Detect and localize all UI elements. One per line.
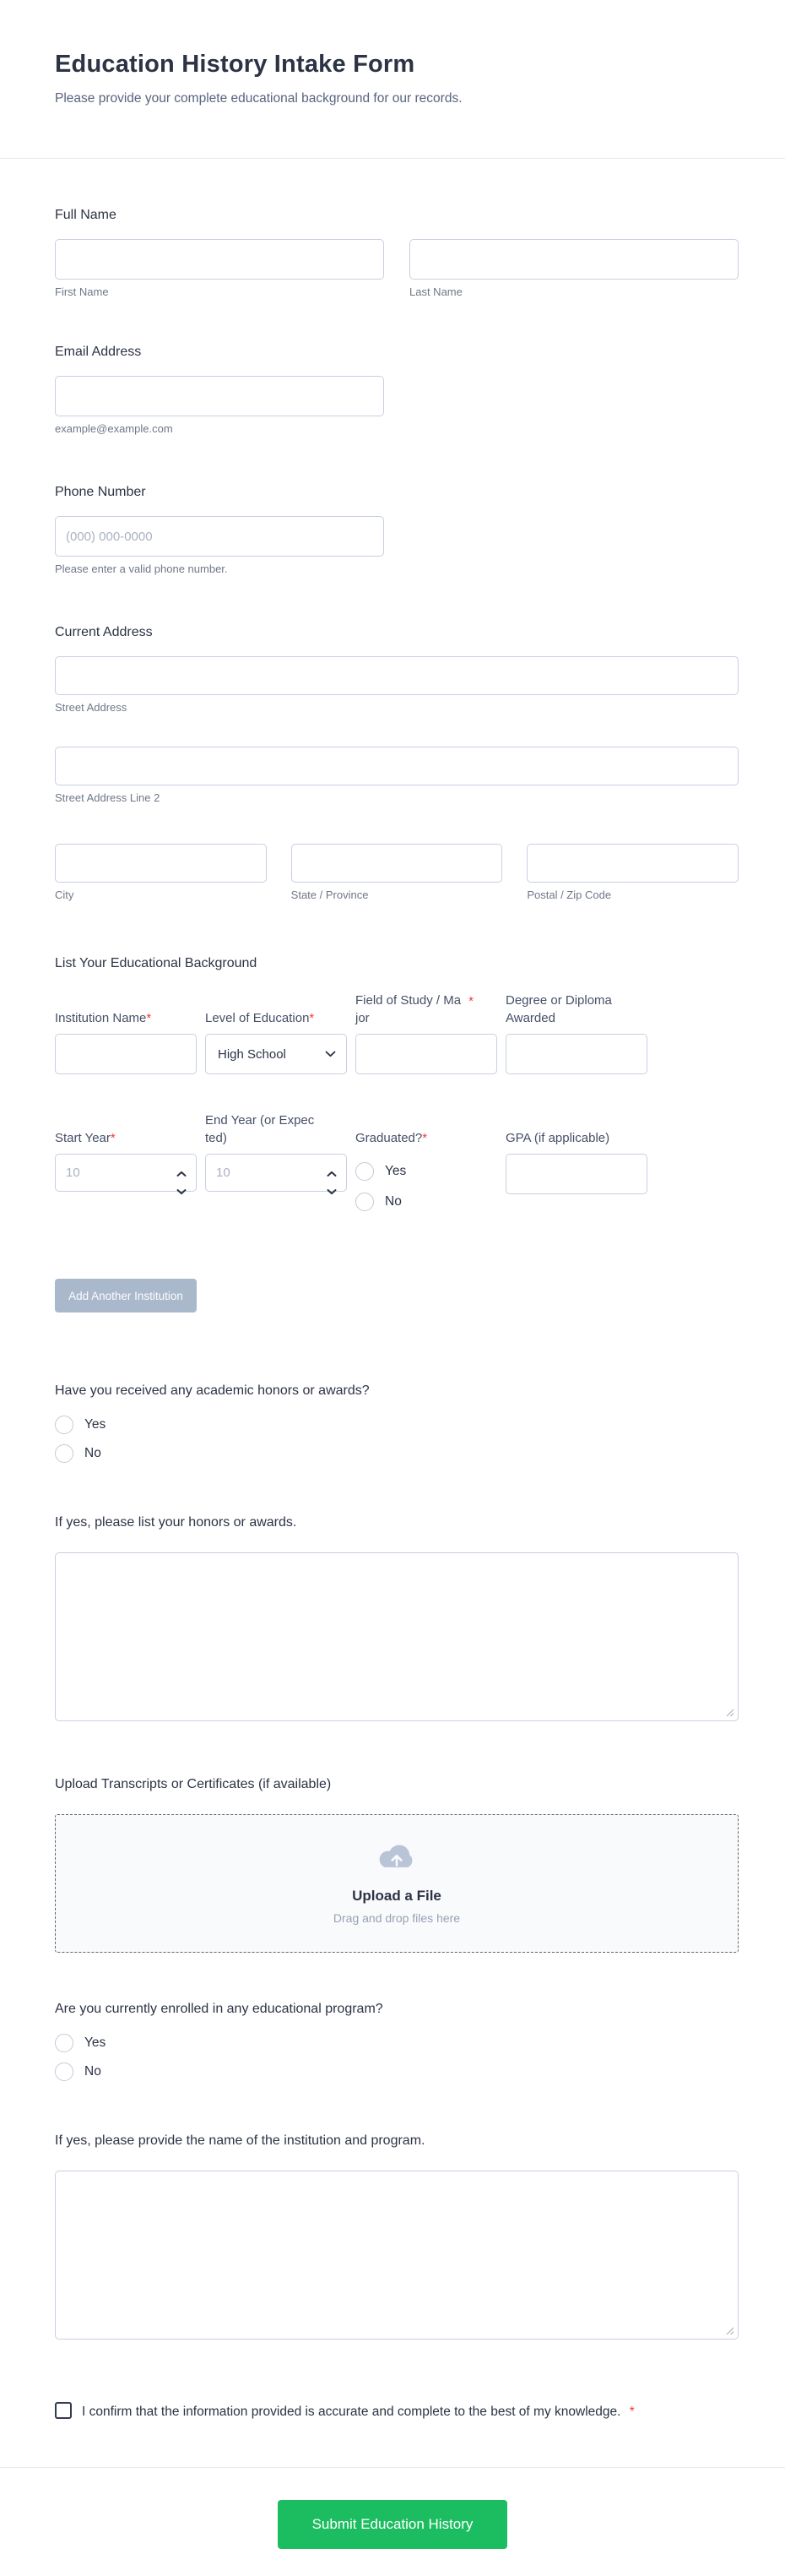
spinner-up-icon[interactable]	[327, 1166, 337, 1182]
education-heading: List Your Educational Background	[55, 956, 257, 970]
institution-name-input[interactable]	[55, 1034, 197, 1074]
last-name-sublabel: Last Name	[409, 285, 463, 298]
field-full-name	[55, 206, 739, 299]
radio-circle-icon	[355, 1162, 374, 1181]
header-divider	[0, 158, 785, 159]
phone-input[interactable]	[55, 516, 384, 557]
field-of-study-input[interactable]	[355, 1034, 497, 1074]
institution-name-header: Institution Name*	[55, 1011, 152, 1025]
resize-handle-icon[interactable]	[726, 1709, 734, 1717]
phone-label: Phone Number	[55, 485, 146, 499]
required-asterisk: *	[629, 2405, 635, 2419]
level-of-education-select[interactable]: High School	[205, 1034, 347, 1074]
address-label: Current Address	[55, 625, 153, 639]
email-input[interactable]	[55, 376, 384, 416]
form-body	[0, 206, 785, 2423]
honors-detail-label: If yes, please list your honors or awards.	[55, 1515, 297, 1530]
honors-detail-section	[55, 1514, 739, 1721]
upload-hint: Drag and drop files here	[333, 1911, 461, 1925]
enrollment-section	[55, 2000, 739, 2081]
graduated-radio-group	[355, 1154, 497, 1211]
street-address-sublabel: Street Address	[55, 701, 127, 714]
chevron-down-icon	[325, 1046, 336, 1062]
degree-input[interactable]	[506, 1034, 647, 1074]
upload-cloud-icon	[376, 1842, 418, 1878]
first-name-input[interactable]	[55, 239, 384, 280]
street-address-2-input[interactable]	[55, 747, 739, 785]
radio-circle-icon	[355, 1193, 374, 1211]
education-background-section	[55, 954, 739, 1312]
radio-circle-icon	[55, 2034, 73, 2052]
upload-section	[55, 1775, 739, 1953]
state-sublabel: State / Province	[290, 889, 369, 901]
city-sublabel: City	[55, 889, 74, 901]
resize-handle-icon[interactable]	[726, 2327, 734, 2335]
field-address	[55, 623, 739, 902]
phone-sublabel: Please enter a valid phone number.	[55, 562, 228, 575]
postal-input[interactable]	[527, 844, 739, 883]
field-email	[55, 343, 739, 436]
gpa-input[interactable]	[506, 1154, 647, 1194]
honors-yes-radio[interactable]: Yes	[55, 1416, 739, 1434]
honors-no-radio[interactable]: No	[55, 1444, 739, 1463]
education-input-row-2	[55, 1154, 647, 1211]
required-asterisk: *	[422, 1131, 428, 1145]
footer-divider	[0, 2467, 785, 2468]
street-address-2-sublabel: Street Address Line 2	[55, 791, 160, 804]
page-subtitle: Please provide your complete educational background for our records.	[55, 91, 463, 106]
start-year-input[interactable]	[55, 1154, 197, 1192]
radio-circle-icon	[55, 1416, 73, 1434]
gpa-header: GPA (if applicable)	[506, 1131, 610, 1145]
enrollment-detail-textarea[interactable]	[55, 2171, 739, 2340]
city-input[interactable]	[55, 844, 267, 883]
confirmation-text: I confirm that the information provided is accurate and complete to the best of my knowledge.	[82, 2405, 621, 2419]
email-sublabel: example@example.com	[55, 422, 173, 435]
form-header	[0, 0, 785, 107]
graduated-yes-radio[interactable]: Yes	[355, 1162, 497, 1181]
spinner-down-icon[interactable]	[176, 1184, 187, 1199]
level-of-education-header: Level of Education*	[205, 1011, 315, 1025]
enrollment-no-radio[interactable]: No	[55, 2062, 739, 2081]
confirm-checkbox[interactable]	[55, 2402, 72, 2419]
required-asterisk: *	[110, 1131, 116, 1145]
full-name-label: Full Name	[55, 208, 116, 222]
file-dropzone[interactable]	[55, 1814, 739, 1953]
honors-section	[55, 1382, 739, 1463]
end-year-spinner	[205, 1154, 347, 1211]
honors-detail-textarea[interactable]	[55, 1552, 739, 1721]
spinner-up-icon[interactable]	[176, 1166, 187, 1182]
required-asterisk: *	[468, 994, 474, 1008]
enrollment-detail-label: If yes, please provide the name of the institution and program.	[55, 2133, 425, 2148]
graduated-header: Graduated?*	[355, 1131, 428, 1145]
radio-circle-icon	[55, 1444, 73, 1463]
field-phone	[55, 483, 739, 576]
education-header-row-2	[55, 1111, 647, 1147]
graduated-no-radio[interactable]: No	[355, 1193, 497, 1211]
required-asterisk: *	[309, 1011, 315, 1025]
enrollment-question: Are you currently enrolled in any educational program?	[55, 2002, 383, 2016]
start-year-spinner	[55, 1154, 197, 1211]
field-of-study-header: Field of Study / Major *	[355, 993, 474, 1025]
enrollment-detail-section	[55, 2132, 739, 2340]
submit-button[interactable]: Submit Education History	[278, 2500, 507, 2549]
start-year-header: Start Year*	[55, 1131, 116, 1145]
upload-title: Upload a File	[352, 1888, 441, 1904]
confirmation-row[interactable]	[55, 2400, 679, 2423]
street-address-input[interactable]	[55, 656, 739, 695]
first-name-sublabel: First Name	[55, 285, 109, 298]
education-header-row-1	[55, 992, 647, 1027]
enrollment-radio-group	[55, 2034, 739, 2081]
postal-sublabel: Postal / Zip Code	[527, 889, 612, 901]
degree-header: Degree or Diploma Awarded	[506, 993, 612, 1025]
state-input[interactable]	[291, 844, 503, 883]
honors-question: Have you received any academic honors or awards?	[55, 1383, 370, 1398]
end-year-header: End Year (or Expected)	[205, 1113, 315, 1145]
submit-row	[0, 2500, 785, 2576]
required-asterisk: *	[146, 1011, 152, 1025]
last-name-input[interactable]	[409, 239, 739, 280]
enrollment-yes-radio[interactable]: Yes	[55, 2034, 739, 2052]
education-input-row-1	[55, 1034, 647, 1074]
email-label: Email Address	[55, 345, 142, 359]
honors-radio-group	[55, 1416, 739, 1463]
upload-label: Upload Transcripts or Certificates (if available)	[55, 1777, 332, 1791]
radio-circle-icon	[55, 2062, 73, 2081]
end-year-input[interactable]	[205, 1154, 347, 1192]
spinner-down-icon[interactable]	[327, 1184, 337, 1199]
add-another-institution-button[interactable]: Add Another Institution	[55, 1279, 197, 1312]
page-title: Education History Intake Form	[55, 51, 415, 78]
